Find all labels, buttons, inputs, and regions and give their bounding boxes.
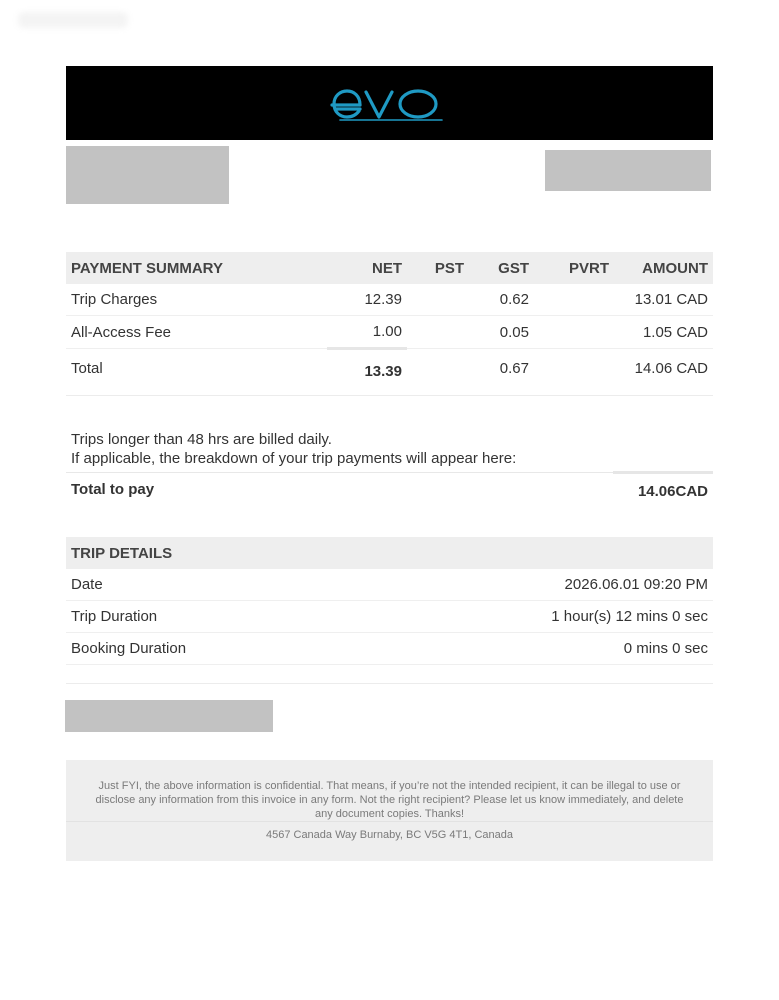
redacted-block	[545, 150, 711, 191]
header-gst: GST	[469, 252, 534, 284]
row-amount: 1.05 CAD	[614, 316, 713, 349]
booking-duration-value: 0 mins 0 sec	[336, 633, 713, 665]
payment-summary-table	[66, 252, 713, 388]
payment-summary-header	[66, 252, 713, 284]
row-pst	[407, 316, 469, 349]
booking-duration-label: Booking Duration	[66, 633, 336, 665]
header-pst: PST	[407, 252, 469, 284]
evo-logo	[330, 80, 450, 126]
table-row	[66, 569, 713, 601]
row-label: All-Access Fee	[66, 316, 327, 349]
billing-note-line2: If applicable, the breakdown of your trip payments will appear here:	[71, 450, 517, 467]
scan-smudge	[18, 12, 128, 28]
row-gst: 0.05	[469, 316, 534, 349]
redacted-block	[65, 700, 273, 732]
row-amount: 13.01 CAD	[614, 284, 713, 316]
confidentiality-notice: Just FYI, the above information is confidential. That means, if you’re not the intended recipient, it can be illegal to use or disclose any information from this invoice in any form. Not the right recipient? Please let us know immediately, and delete any document copies. Thanks!	[95, 780, 684, 820]
billing-note-line1: Trips longer than 48 hrs are billed daily.	[71, 431, 332, 448]
brand-header	[66, 66, 713, 140]
footer-divider	[66, 821, 713, 822]
total-pvrt	[534, 349, 614, 389]
total-amount: 14.06 CAD	[634, 360, 708, 377]
trip-details-table	[66, 537, 713, 665]
header-payment-summary: PAYMENT SUMMARY	[66, 252, 327, 284]
trip-duration-label: Trip Duration	[66, 601, 336, 633]
row-pst	[407, 284, 469, 316]
trip-details-header	[66, 537, 713, 569]
row-pvrt	[534, 284, 614, 316]
billing-note	[71, 430, 516, 468]
row-gst: 0.62	[469, 284, 534, 316]
total-label: Total	[71, 360, 103, 377]
total-to-pay	[66, 472, 713, 507]
redacted-block	[66, 146, 229, 204]
trip-date-label: Date	[66, 569, 336, 601]
trip-date-value: 2026.06.01 09:20 PM	[336, 569, 713, 601]
section-divider	[66, 683, 713, 684]
total-to-pay-rule	[613, 471, 713, 474]
table-row	[66, 284, 713, 316]
trip-details-title: TRIP DETAILS	[66, 537, 713, 569]
total-to-pay-value: 14.06CAD	[637, 483, 708, 500]
company-address: 4567 Canada Way Burnaby, BC V5G 4T1, Canada	[265, 829, 514, 841]
total-net: 13.39	[327, 349, 407, 389]
footer	[66, 760, 713, 861]
row-pvrt	[534, 316, 614, 349]
total-pst	[407, 349, 469, 389]
row-net: 12.39	[327, 284, 407, 316]
trip-duration-value: 1 hour(s) 12 mins 0 sec	[336, 601, 713, 633]
header-pvrt: PVRT	[534, 252, 614, 284]
section-divider	[66, 395, 713, 396]
table-row	[66, 633, 713, 665]
header-amount: AMOUNT	[614, 252, 713, 284]
header-net: NET	[327, 252, 407, 284]
table-row	[66, 316, 713, 349]
total-row	[66, 349, 713, 389]
row-label: Trip Charges	[66, 284, 327, 316]
total-to-pay-label: Total to pay	[71, 481, 155, 498]
row-net: 1.00	[327, 316, 407, 349]
table-row	[66, 601, 713, 633]
total-gst: 0.67	[499, 360, 529, 377]
